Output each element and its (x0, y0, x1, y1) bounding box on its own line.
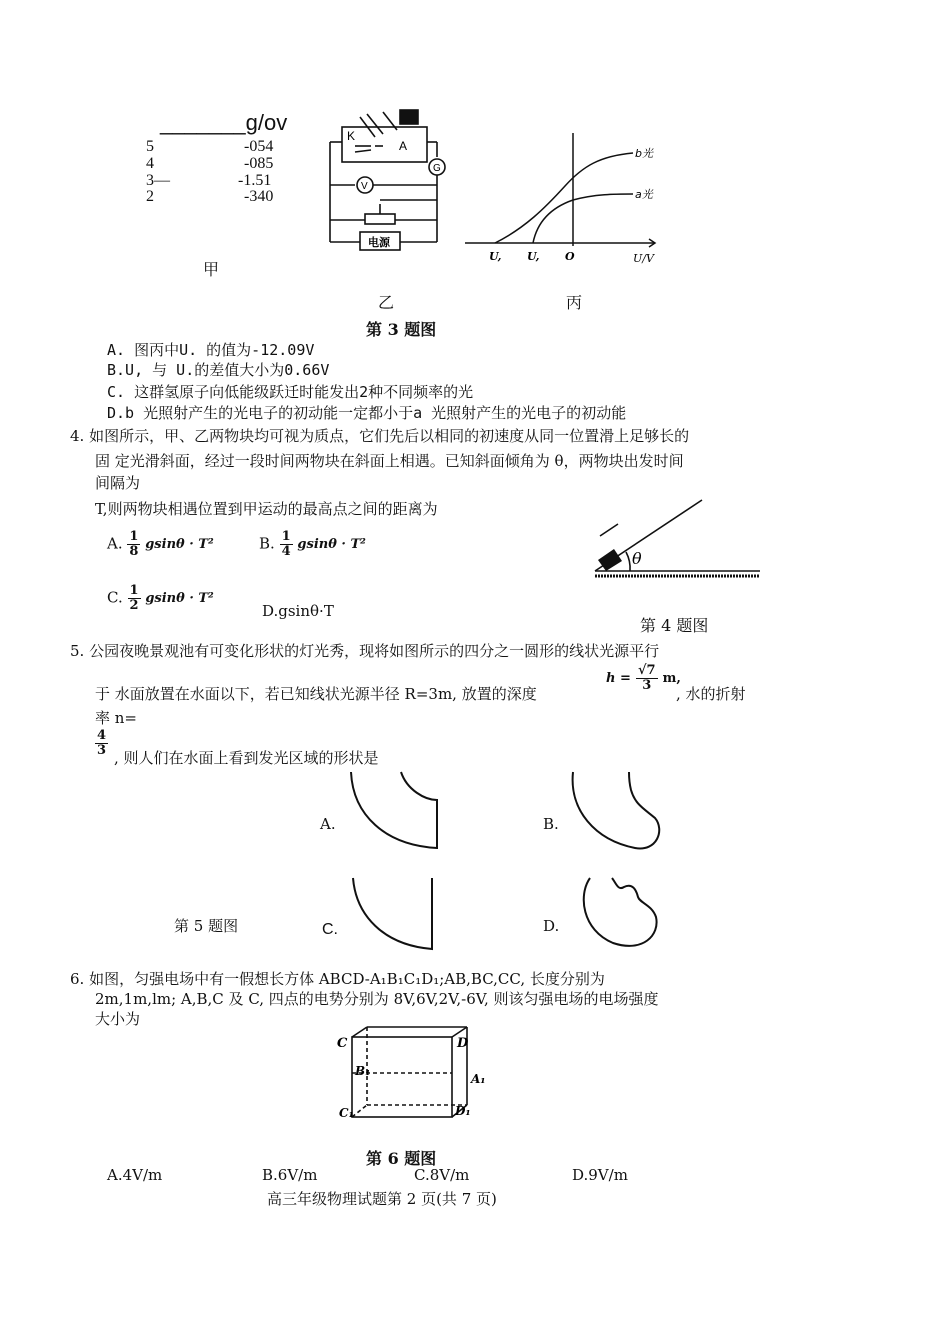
refractive-index-fraction (95, 729, 108, 758)
q4-line-3: 间隔为 (95, 474, 141, 492)
numerator: 1 (281, 529, 291, 544)
q6-line-3: 大小为 (95, 1010, 141, 1028)
u1-label: U, (489, 250, 502, 263)
fraction (128, 584, 141, 613)
q4-option-a (107, 530, 214, 559)
q4-option-d: D.gsinθ·T (262, 602, 334, 620)
figure-label-jia: 甲 (203, 260, 220, 279)
q5-line-1: 5. 公园夜晚景观池有可变化形状的灯光秀，现将如图所示的四分之一圆形的线状光源平行 (70, 642, 660, 660)
q4-line-1: 4. 如图所示，甲、乙两物块均可视为质点，它们先后以相同的初速度从同一位置滑上足够长的 (70, 427, 690, 445)
level-n: 2 (146, 188, 154, 205)
denominator: 8 (129, 544, 139, 559)
formula: gsinθ · T² (145, 591, 214, 606)
denominator: 2 (129, 598, 139, 613)
u2-label: U, (527, 250, 540, 263)
q5-line-2-text: 于 水面放置在水面以下，若已知线状光源半径 R=3m, 放置的深度 (95, 685, 537, 703)
shape-option-a (345, 770, 445, 855)
fraction (636, 664, 658, 693)
q5-line-4: , 则人们在水面上看到发光区域的形状是 (114, 749, 379, 767)
shape-option-d (578, 875, 668, 955)
formula: gsinθ · T² (297, 537, 366, 552)
q4-option-b (259, 530, 366, 559)
circuit-g-label: G (433, 163, 441, 174)
formula-lhs: h = (606, 671, 631, 686)
fraction (280, 530, 293, 559)
q3-option-c: C. 这群氢原子向低能级跃迁时能发出2种不同频率的光 (107, 383, 474, 401)
q3-option-b: B.U, 与 U.的差值大小为0.66V (107, 361, 330, 379)
numerator: √7 (637, 663, 656, 678)
q5-option-b: B. (543, 815, 559, 833)
q3-option-d: D.b 光照射产生的光电子的初动能一定都小于a 光照射产生的光电子的初动能 (107, 404, 627, 422)
q4-line-2: 固 定光滑斜面，经过一段时间两物块在斜面上相遇。已知斜面倾角为 θ，两物块出发时间 (95, 452, 684, 470)
circuit-k-label: K (347, 129, 356, 143)
level-energy: -085 (244, 155, 274, 172)
axis-uv-label: U/V (633, 252, 654, 265)
cuboid-figure (335, 1025, 505, 1125)
q5-line-2-tail: , 水的折射 (676, 685, 746, 703)
level-energy: -054 (244, 138, 274, 155)
vertex-c1: C₁ (339, 1106, 354, 1120)
q6-option-c: C.8V/m (414, 1166, 470, 1184)
denominator: 3 (642, 678, 652, 693)
q6-line-2: 2m,1m,lm; A,B,C 及 C, 四点的电势分别为 8V,6V,2V,-6V, 则该匀强电场的电场强度 (95, 990, 659, 1008)
q5-option-c: C. (322, 921, 338, 938)
incline-figure (590, 498, 765, 583)
figure-4-caption: 第 4 题图 (640, 616, 709, 635)
photoelectric-circuit (325, 112, 445, 252)
fraction (95, 729, 108, 758)
q4-line-4: T,则两物块相遇位置到甲运动的最高点之间的距离为 (95, 500, 438, 518)
vertex-a1: A₁ (471, 1072, 486, 1086)
numerator: 1 (129, 529, 139, 544)
q6-line-1: 6. 如图，匀强电场中有一假想长方体 ABCD-A₁B₁C₁D₁;AB,BC,CC, 长度分别为 (70, 970, 605, 988)
q6-option-b: B.6V/m (262, 1166, 318, 1184)
shape-option-c (348, 875, 448, 955)
page-footer: 高三年级物理试题第 2 页(共 7 页) (267, 1190, 497, 1208)
denominator: 3 (97, 743, 107, 758)
option-letter: C. (107, 588, 123, 607)
level-energy: -1.51 (238, 172, 272, 189)
option-letter: B. (259, 534, 275, 553)
denominator: 4 (281, 544, 291, 559)
figure-label-bing: 丙 (566, 293, 583, 312)
q6-option-a: A.4V/m (107, 1166, 163, 1184)
depth-formula (606, 664, 681, 693)
q5-option-d: D. (543, 917, 560, 935)
figure-label-yi: 乙 (378, 293, 395, 312)
origin-label: O (565, 250, 575, 263)
q5-line-2 (95, 683, 537, 704)
q3-option-a: A. 图丙中U. 的值为-12.09V (107, 341, 315, 359)
b-light-label: b光 (635, 147, 653, 160)
circuit-a-label: A (399, 139, 408, 153)
q5-option-a: A. (320, 815, 336, 833)
figure-5-caption: 第 5 题图 (174, 917, 239, 935)
shape-option-b (565, 770, 665, 855)
formula-unit: m, (662, 671, 681, 686)
a-light-label: a光 (635, 188, 653, 201)
vertex-b1: B₁ (355, 1064, 371, 1078)
fraction (127, 530, 140, 559)
photocurrent-graph (465, 128, 665, 268)
formula: gsinθ · T² (145, 537, 214, 552)
level-n: 5 (146, 138, 154, 155)
circuit-v-label: V (361, 181, 368, 192)
vertex-d1: D₁ (455, 1104, 471, 1118)
circuit-power-label: 电源 (368, 236, 390, 249)
theta-label: θ (632, 549, 642, 568)
level-energy: -340 (244, 188, 274, 205)
level-n: 4 (146, 155, 154, 172)
level-n: 3— (146, 172, 170, 189)
q6-option-d: D.9V/m (572, 1166, 628, 1184)
vertex-c: C (337, 1036, 348, 1051)
vertex-d: D (457, 1036, 469, 1051)
figure-6-caption: 第 6 题图 (366, 1149, 437, 1168)
option-letter: A. (107, 534, 123, 553)
q4-option-c (107, 584, 214, 613)
q5-line-3: 率 n= (95, 709, 137, 727)
energy-level-header: _______g/ov (160, 110, 288, 135)
figure-3-caption: 第 3 题图 (366, 320, 437, 339)
numerator: 4 (97, 728, 107, 743)
numerator: 1 (129, 583, 139, 598)
